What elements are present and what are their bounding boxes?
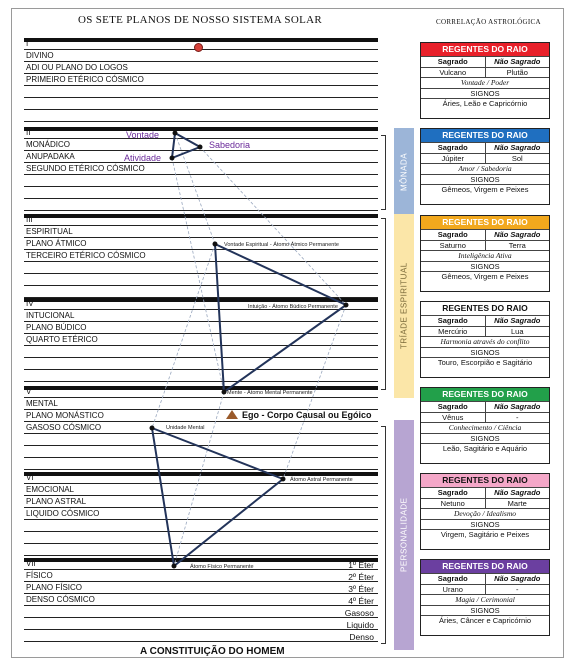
sacred-header: Sagrado bbox=[437, 316, 468, 325]
vertex-dot bbox=[170, 156, 175, 161]
plane-row-label: SEGUNDO ETÉRICO CÓSMICO bbox=[26, 164, 145, 173]
plane-number: VII bbox=[26, 559, 36, 568]
non-sacred-planet: - bbox=[485, 585, 550, 595]
ray-signs: Áries, Leão e Capricórnio bbox=[442, 99, 528, 108]
non-sacred-planet: Lua bbox=[485, 327, 550, 337]
vertex-dot bbox=[281, 477, 286, 482]
vertex-dot bbox=[213, 242, 218, 247]
subplane-label: Denso bbox=[349, 632, 374, 642]
atividade-label: Atividade bbox=[124, 153, 162, 163]
plane-row-label: DENSO CÓSMICO bbox=[26, 595, 95, 604]
ray-quality: Inteligência Ativa bbox=[458, 251, 512, 260]
triad-triangle bbox=[215, 244, 346, 392]
ray-header: REGENTES DO RAIO bbox=[421, 560, 549, 573]
sabedoria-label: Sabedoria bbox=[209, 140, 251, 150]
sacred-planet: Saturno bbox=[439, 240, 466, 250]
non-sacred-header: Não Sagrado bbox=[485, 574, 550, 584]
non-sacred-header: Não Sagrado bbox=[485, 143, 550, 153]
correlation-title: CORRELAÇÃO ASTROLÓGICA bbox=[436, 18, 541, 26]
signs-header: SIGNOS bbox=[470, 88, 500, 98]
ray-signs: Virgem, Sagitário e Peixes bbox=[440, 530, 530, 539]
subplane-label: 1º Éter bbox=[348, 560, 374, 570]
ego-triangle-icon bbox=[226, 410, 238, 419]
signs-header: SIGNOS bbox=[470, 347, 500, 357]
mental-unit-label: Unidade Mental bbox=[166, 425, 205, 431]
dashed-link bbox=[200, 147, 346, 305]
dashed-link bbox=[152, 244, 215, 428]
sacred-header: Sagrado bbox=[437, 57, 468, 66]
mental-atom-label: Mente - Átomo Mental Permanente bbox=[227, 390, 313, 396]
sacred-header: Sagrado bbox=[437, 574, 468, 583]
subplane-label: 2º Éter bbox=[348, 572, 374, 582]
ray-quality: Amor / Sabedoria bbox=[458, 164, 512, 173]
signs-header: SIGNOS bbox=[470, 433, 500, 443]
ray-quality: Conhecimento / Ciência bbox=[448, 423, 522, 432]
plane-row-label: PLANO BÚDICO bbox=[26, 323, 87, 332]
ray-quality: Harmonia através do conflito bbox=[440, 337, 530, 346]
vertex-dot bbox=[150, 426, 155, 431]
plane-row-label: MENTAL bbox=[26, 399, 58, 408]
plane-row-label: DIVINO bbox=[26, 51, 54, 60]
plane-row-label: FÍSICO bbox=[26, 571, 53, 580]
sacred-header: Sagrado bbox=[437, 230, 468, 239]
ray-header: REGENTES DO RAIO bbox=[421, 474, 549, 487]
plane-row-label: MONÁDICO bbox=[26, 140, 70, 149]
ray-header: REGENTES DO RAIO bbox=[421, 302, 549, 315]
ray-header: REGENTES DO RAIO bbox=[421, 129, 549, 142]
sacred-header: Sagrado bbox=[437, 143, 468, 152]
triade-label: TRÍADE ESPIRITUAL bbox=[394, 214, 414, 398]
non-sacred-header: Não Sagrado bbox=[485, 230, 550, 240]
ray-quality: Devoção / Idealismo bbox=[453, 509, 517, 518]
ray-table bbox=[420, 559, 550, 636]
vertex-dot bbox=[172, 564, 177, 569]
non-sacred-planet: - bbox=[485, 413, 550, 423]
plane-row-label: ADI OU PLANO DO LOGOS bbox=[26, 63, 128, 72]
sacred-planet: Vênus bbox=[442, 412, 464, 422]
ray-signs: Leão, Sagitário e Aquário bbox=[442, 444, 528, 453]
plane-number: I bbox=[26, 39, 29, 48]
monada-label: MÔNADA bbox=[394, 128, 414, 216]
ray-header: REGENTES DO RAIO bbox=[421, 43, 549, 56]
vertex-dot bbox=[173, 131, 178, 136]
ray-header: REGENTES DO RAIO bbox=[421, 216, 549, 229]
plane-row-label: ESPIRITUAL bbox=[26, 227, 73, 236]
ray-signs: Áries, Câncer e Capricórnio bbox=[438, 616, 532, 625]
ray-signs: Gêmeos, Virgem e Peixes bbox=[441, 185, 529, 194]
vertex-dot bbox=[198, 145, 203, 150]
dashed-link bbox=[174, 392, 224, 566]
ray-table bbox=[420, 128, 550, 205]
divine-point-icon bbox=[194, 43, 203, 52]
non-sacred-planet: Marte bbox=[485, 499, 550, 509]
sacred-planet: Vulcano bbox=[439, 67, 467, 77]
atomic-atom-label: Vontade Espiritual - Átomo Átmico Permanente bbox=[224, 242, 339, 248]
sacred-planet: Urano bbox=[442, 584, 463, 594]
plane-row-label: INTUCIONAL bbox=[26, 311, 75, 320]
bottom-title: A CONSTITUIÇÃO DO HOMEM bbox=[140, 646, 285, 657]
non-sacred-header: Não Sagrado bbox=[485, 402, 550, 412]
signs-header: SIGNOS bbox=[470, 174, 500, 184]
sacred-header: Sagrado bbox=[437, 402, 468, 411]
plane-row-label: PLANO ÁTMICO bbox=[26, 239, 87, 248]
plane-row-label: PLANO ASTRAL bbox=[26, 497, 87, 506]
ray-header: REGENTES DO RAIO bbox=[421, 388, 549, 401]
subplane-label: 3º Éter bbox=[348, 584, 374, 594]
non-sacred-header: Não Sagrado bbox=[485, 316, 550, 326]
subplane-label: 4º Éter bbox=[348, 596, 374, 606]
astral-atom-label: Átomo Astral Permanente bbox=[290, 477, 353, 483]
sacred-header: Sagrado bbox=[437, 488, 468, 497]
plane-row-label: GASOSO CÓSMICO bbox=[26, 423, 102, 432]
ray-table bbox=[420, 387, 550, 464]
non-sacred-planet: Terra bbox=[485, 241, 550, 251]
plane-row-label: PLANO FÍSICO bbox=[26, 583, 83, 592]
plane-row-label: ANUPADAKA bbox=[26, 152, 75, 161]
plane-number: II bbox=[26, 128, 31, 137]
plane-row-label: QUARTO ETÉRICO bbox=[26, 335, 98, 344]
ray-table bbox=[420, 42, 550, 119]
ray-table bbox=[420, 301, 550, 378]
plane-row-label: LIQUIDO CÓSMICO bbox=[26, 509, 100, 518]
plane-number: V bbox=[26, 387, 32, 396]
plane-row-label: EMOCIONAL bbox=[26, 485, 75, 494]
signs-header: SIGNOS bbox=[470, 261, 500, 271]
plane-row-label: PRIMEIRO ETÉRICO CÓSMICO bbox=[26, 75, 144, 84]
non-sacred-planet: Plutão bbox=[485, 68, 550, 78]
monad-triangle bbox=[172, 133, 200, 158]
non-sacred-planet: Sol bbox=[485, 154, 550, 164]
ray-signs: Touro, Escorpião e Sagitário bbox=[437, 358, 533, 367]
ray-table bbox=[420, 215, 550, 292]
non-sacred-header: Não Sagrado bbox=[485, 488, 550, 498]
sacred-planet: Mercúrio bbox=[438, 326, 468, 336]
plane-row-label: TERCEIRO ETÉRICO CÓSMICO bbox=[26, 251, 146, 260]
personality-triangle bbox=[152, 428, 283, 566]
physical-atom-label: Átomo Físico Permanente bbox=[190, 564, 254, 570]
buddhic-atom-label: Intuição - Átomo Búdico Permanente bbox=[248, 304, 338, 310]
ray-quality: Magia / Cerimonial bbox=[455, 595, 515, 604]
ray-signs: Gêmeos, Virgem e Peixes bbox=[441, 272, 529, 281]
personalidade-label: PERSONALIDADE bbox=[394, 420, 414, 650]
vertex-dot bbox=[222, 390, 227, 395]
vertex-dot bbox=[344, 303, 349, 308]
subplane-label: Liquido bbox=[346, 620, 374, 630]
main-title: OS SETE PLANOS DE NOSSO SISTEMA SOLAR bbox=[78, 14, 322, 26]
plane-row-label: PLANO MONÁSTICO bbox=[26, 411, 104, 420]
ray-quality: Vontade / Poder bbox=[460, 78, 510, 87]
signs-header: SIGNOS bbox=[470, 605, 500, 615]
ray-table bbox=[420, 473, 550, 550]
plane-number: VI bbox=[26, 473, 34, 482]
plane-number: III bbox=[26, 215, 33, 224]
plane-number: IV bbox=[26, 299, 34, 308]
subplane-label: Gasoso bbox=[344, 608, 374, 618]
sacred-planet: Júpiter bbox=[441, 153, 464, 163]
ego-label: Ego - Corpo Causal ou Egóico bbox=[242, 410, 372, 420]
vontade-label: Vontade bbox=[126, 130, 160, 140]
non-sacred-header: Não Sagrado bbox=[485, 57, 550, 67]
sacred-planet: Netuno bbox=[440, 498, 465, 508]
signs-header: SIGNOS bbox=[470, 519, 500, 529]
